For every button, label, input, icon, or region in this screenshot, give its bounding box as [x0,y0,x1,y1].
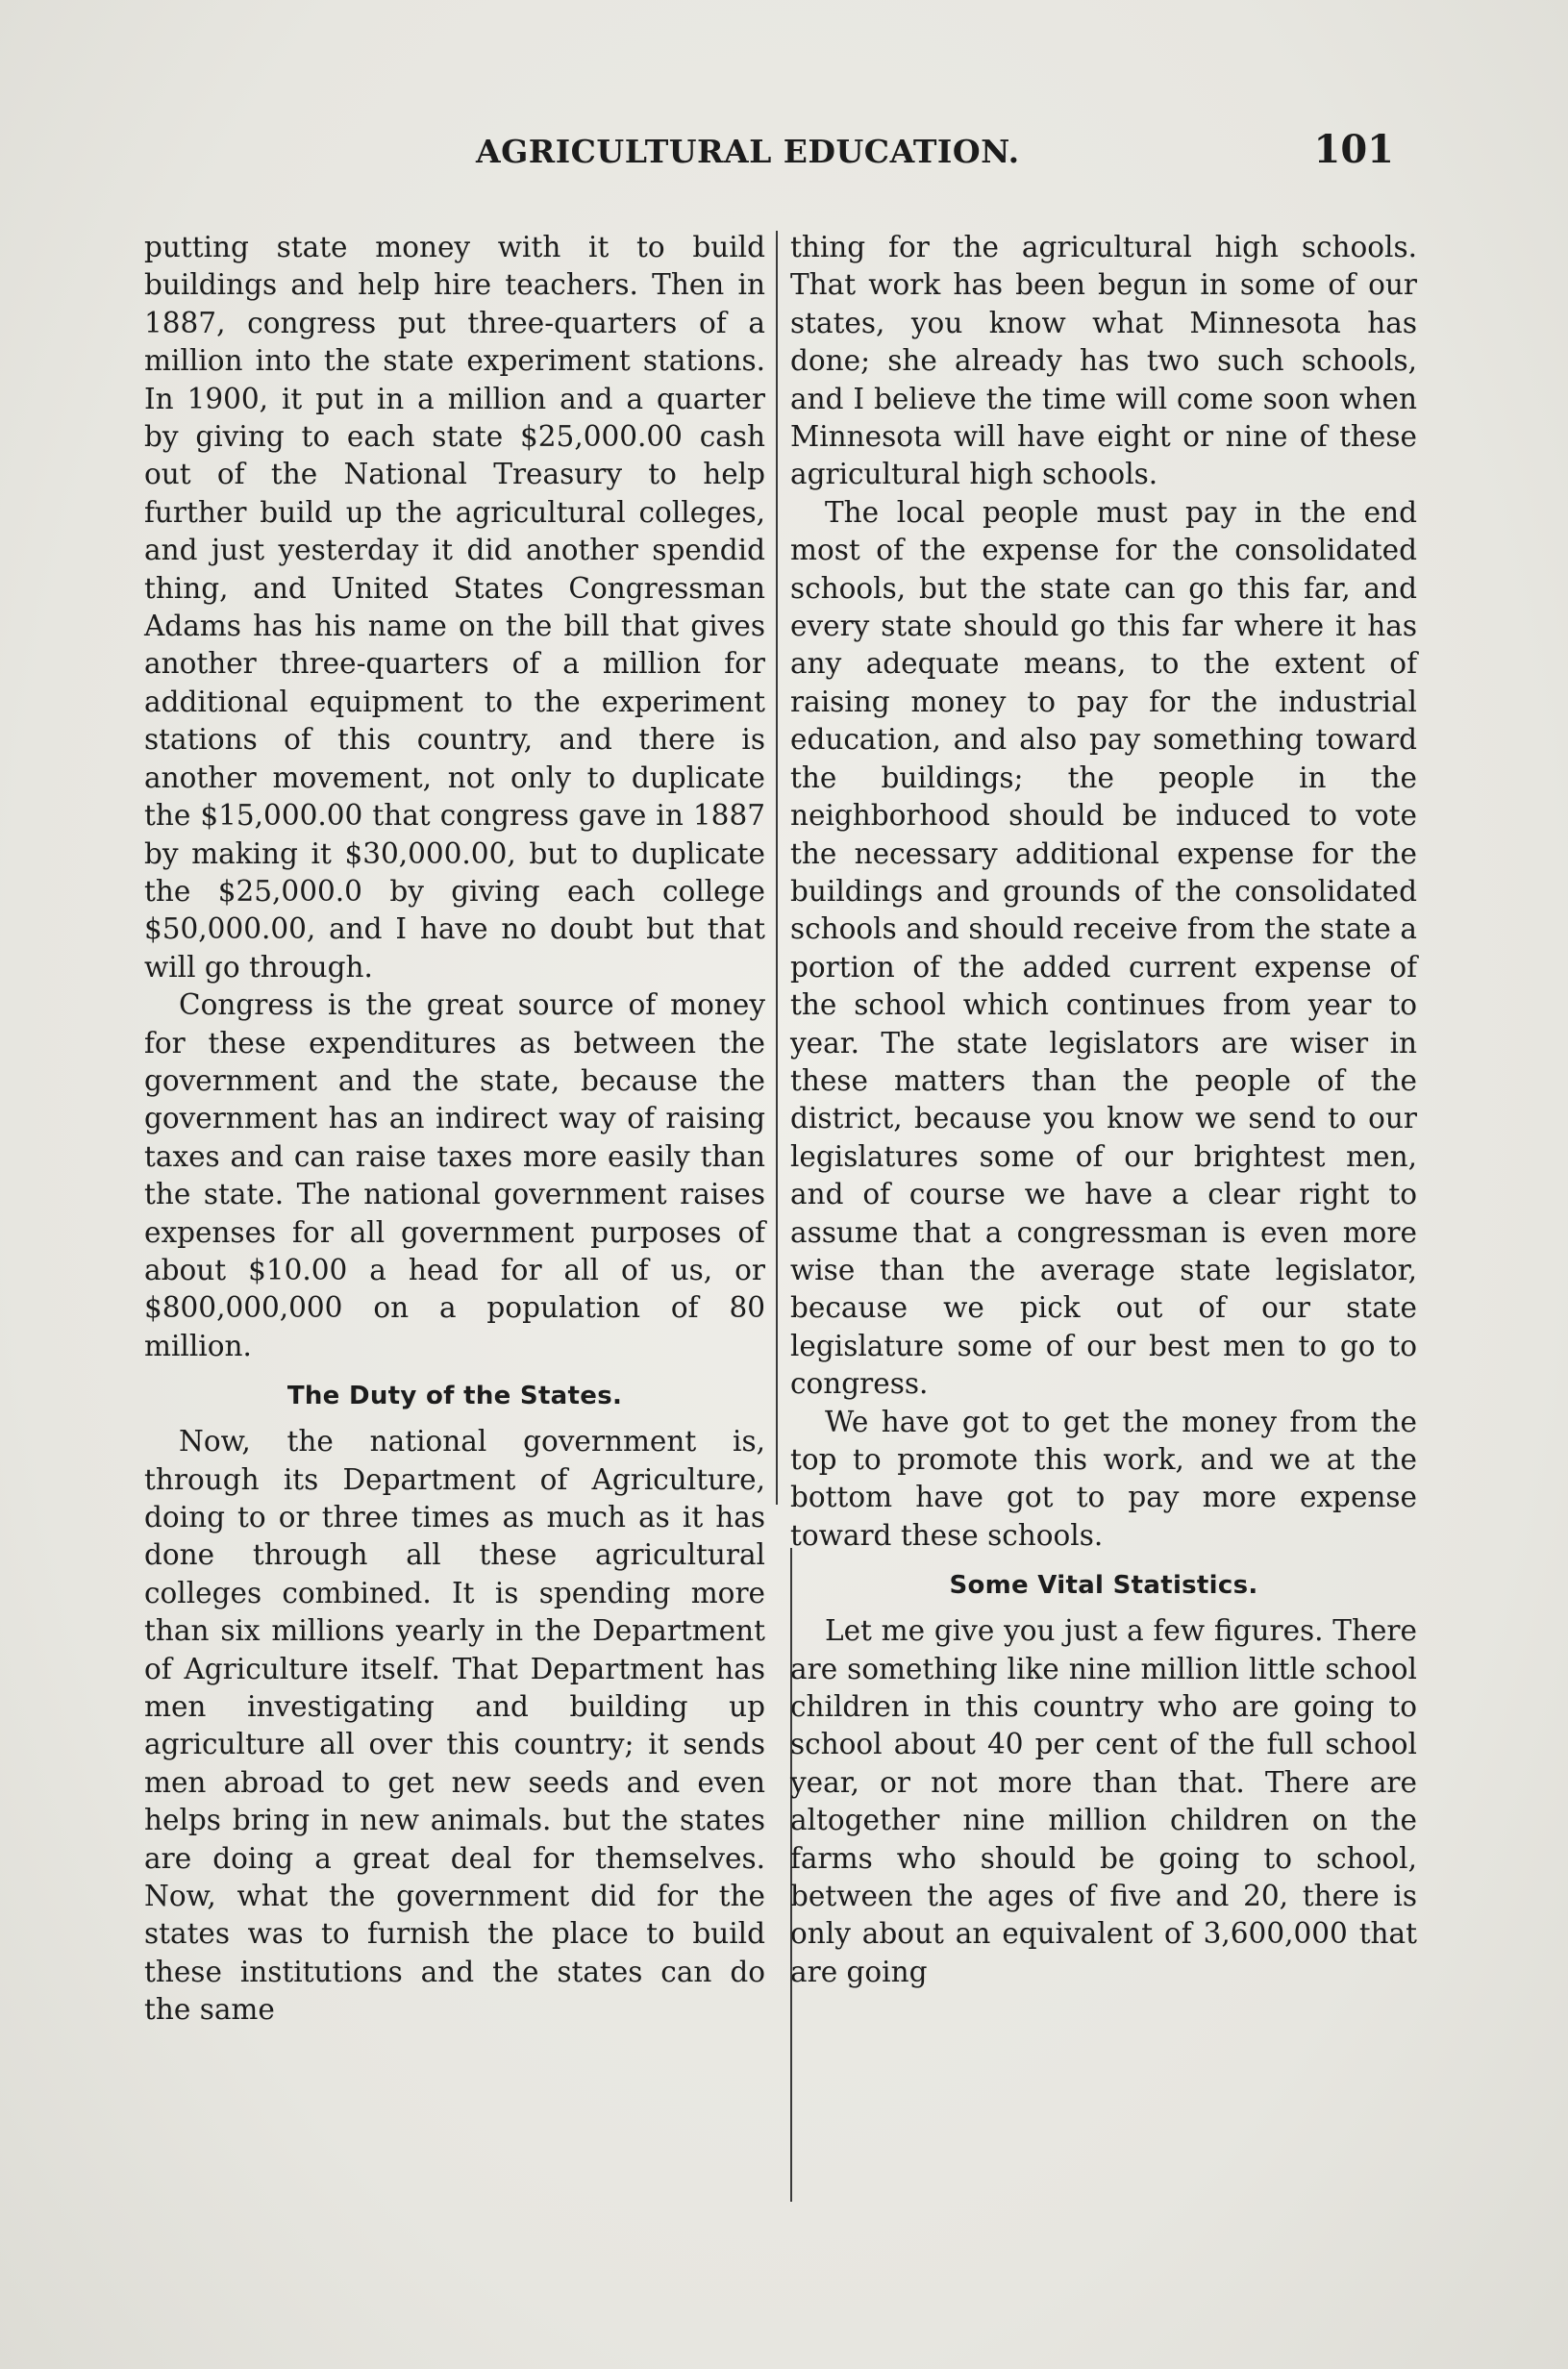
paragraph: Let me give you just a few figures. There are something like nine million little school children in this country who are going to school about 40 per cent of the full school year, or not more than that. There are altogether nine million children on the farms who should be going to school, between the ages of five and 20, there is only about an equivalent of 3,600,000 that are going [790,1614,1417,1988]
paragraph: The local people must pay in the end most of the expense for the consolidated schools, but the state can go this far, and every state should go this far where it has any adequate means, to the extent of raising money to pay for the industrial education, and also pay something toward the buildings; the people in the neighborhood should be induced to vote the necessary additional expense for the buildings and grounds of the consolidated schools and should receive from the state a portion of the added current expense of the school which continues from year to year. The state legislators are wiser in these matters than the people of the district, because you know we send to our legislatures some of our brightest men, and of course we have a clear right to assume that a congressman is even more wise than the average state legislator, because we pick out of our state legislature some of our best men to go to congress. [790,495,1417,1401]
paragraph: We have got to get the money from the top to promote this work, and we at the bottom have got to pay more expense toward these schools. [790,1405,1417,1552]
section-heading: Some Vital Statistics. [949,1571,1258,1601]
right-column [790,229,1417,1991]
paragraph: thing for the agricultural high schools. That work has been begun in some of our states, you know what Minnesota has done; she already has two such schools, and I believe the time will come soon when Minnesota will have eight or nine of these agricultural high schools. [790,231,1417,491]
section-heading: The Duty of the States. [286,1382,623,1411]
left-column [144,229,765,2030]
running-header [144,127,1394,190]
running-title: AGRICULTURAL EDUCATION. [476,133,1020,170]
paragraph: putting state money with it to build buildings and help hire teachers. Then in 1887, congress put three-quarters of a million into the state experiment stations. In 1900, it put in a million and a quarter by giving to each state $25,000.00 cash out of the National Treasury to help further build up the agricultural colleges, and just yesterday it did another spendid thing, and United States Congressman Adams has his name on the bill that gives another three-quarters of a million for additional equipment to the experiment stations of this country, and there is another movement, not only to duplicate the $15,000.00 that congress gave in 1887 by making it $30,000.00, but to duplicate the $25,000.0 by giving each college $50,000.00, and I have no doubt but that will go through. [144,231,765,984]
column-rule [776,231,778,1505]
paragraph: Congress is the great source of money for these expenditures as between the government and the state, because the government has an indirect way of raising taxes and can raise taxes more easily than the state. The national government raises expenses for all government purposes of about $10.00 a head for all of us, or $800,000,000 on a population of 80 million. [144,988,765,1362]
page-number: 101 [1313,127,1394,172]
paragraph: Now, the national government is, through its Department of Agriculture, doing to or three times as much as it has done through all these agricultural colleges combined. It is spending more than six millions yearly in the Department of Agriculture itself. That Department has men investigating and building up agriculture all over this country; it sends men abroad to get new seeds and even helps bring in new animals. but the states are doing a great deal for themselves. Now, what the government did for the states was to furnish the place to build these institutions and the states can do the same [144,1425,765,2027]
